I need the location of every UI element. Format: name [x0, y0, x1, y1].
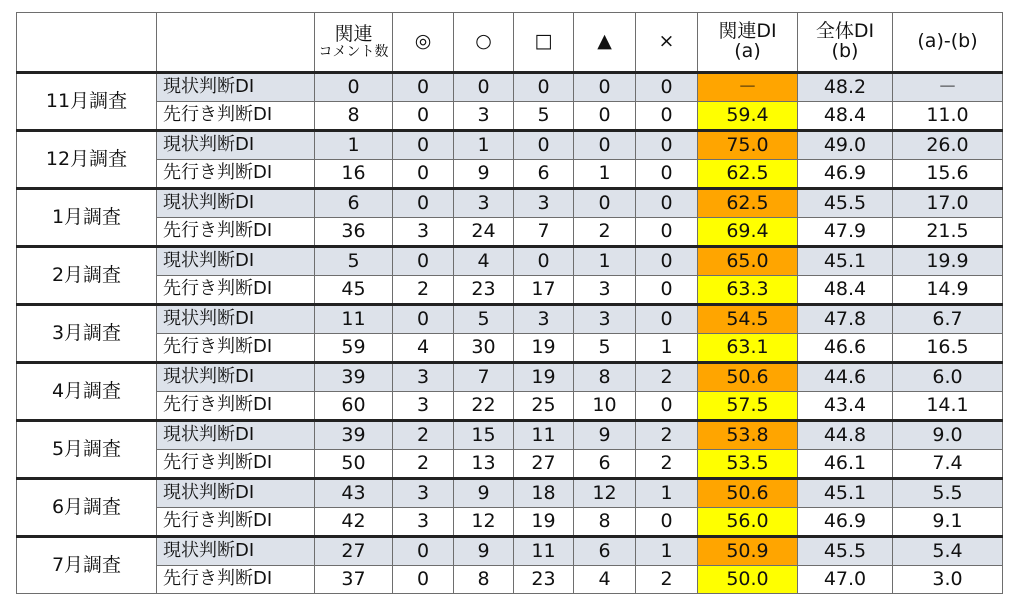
difference-value: 7.4: [893, 450, 1003, 479]
square-count: 19: [514, 363, 574, 392]
triangle-count: 1: [574, 247, 636, 276]
di-type-current: 現状判断DI: [157, 537, 315, 566]
di-type-current: 現状判断DI: [157, 189, 315, 218]
related-di-value: 63.1: [698, 334, 798, 363]
difference-value: 15.6: [893, 160, 1003, 189]
cross-count: 1: [636, 537, 698, 566]
difference-value: －: [893, 73, 1003, 102]
circle-count: 7: [454, 363, 514, 392]
difference-value: 6.7: [893, 305, 1003, 334]
circle-count: 4: [454, 247, 514, 276]
di-type-future: 先行き判断DI: [157, 508, 315, 537]
triangle-count: 0: [574, 102, 636, 131]
di-type-future: 先行き判断DI: [157, 102, 315, 131]
di-type-current: 現状判断DI: [157, 305, 315, 334]
cross-count: 0: [636, 247, 698, 276]
square-count: 11: [514, 421, 574, 450]
di-type-current: 現状判断DI: [157, 421, 315, 450]
cross-count: 0: [636, 508, 698, 537]
square-count: 7: [514, 218, 574, 247]
table-header: [17, 13, 1003, 73]
related-di-value: 50.6: [698, 479, 798, 508]
month-label: 2月調査: [17, 247, 157, 305]
double-circle-count: 2: [393, 421, 454, 450]
circle-count: 30: [454, 334, 514, 363]
table-row-current: [17, 537, 1003, 566]
cross-count: 0: [636, 102, 698, 131]
circle-count: 5: [454, 305, 514, 334]
related-di-value: 62.5: [698, 160, 798, 189]
difference-value: 3.0: [893, 566, 1003, 594]
table-row-current: [17, 73, 1003, 102]
comment-count: 27: [315, 537, 393, 566]
square-count: 23: [514, 566, 574, 594]
header-row: [17, 13, 1003, 73]
square-count: 27: [514, 450, 574, 479]
square-count: 11: [514, 537, 574, 566]
di-type-current: 現状判断DI: [157, 247, 315, 276]
related-di-value: 56.0: [698, 508, 798, 537]
header-related-di-line1: 関連DI: [718, 20, 777, 43]
di-type-future: 先行き判断DI: [157, 392, 315, 421]
month-label: 12月調査: [17, 131, 157, 189]
comment-count: 39: [315, 421, 393, 450]
header-comments-line2: コメント数: [318, 43, 389, 60]
double-circle-count: 0: [393, 73, 454, 102]
comment-count: 50: [315, 450, 393, 479]
table-row-future: [17, 218, 1003, 247]
header-overall-di-line2: (b): [831, 40, 859, 62]
double-circle-count: 3: [393, 508, 454, 537]
header-related-di: [698, 13, 798, 73]
header-blank-type: [157, 13, 315, 73]
header-overall-di-line1: 全体DI: [815, 20, 875, 43]
table-row-current: [17, 421, 1003, 450]
related-di-value: 50.9: [698, 537, 798, 566]
circle-count: 24: [454, 218, 514, 247]
di-type-current: 現状判断DI: [157, 131, 315, 160]
related-di-value: 57.5: [698, 392, 798, 421]
triangle-count: 6: [574, 450, 636, 479]
comment-count: 8: [315, 102, 393, 131]
cross-count: 1: [636, 479, 698, 508]
month-label: 7月調査: [17, 537, 157, 594]
table-row-current: [17, 305, 1003, 334]
square-count: 5: [514, 102, 574, 131]
triangle-count: 3: [574, 305, 636, 334]
difference-value: 5.5: [893, 479, 1003, 508]
cross-count: 0: [636, 392, 698, 421]
overall-di-value: 45.5: [798, 189, 893, 218]
double-circle-count: 0: [393, 566, 454, 594]
square-count: 19: [514, 334, 574, 363]
difference-value: 14.1: [893, 392, 1003, 421]
header-double-circle: ◎: [393, 13, 454, 73]
di-type-future: 先行き判断DI: [157, 334, 315, 363]
double-circle-count: 2: [393, 450, 454, 479]
double-circle-count: 3: [393, 479, 454, 508]
difference-value: 19.9: [893, 247, 1003, 276]
difference-value: 16.5: [893, 334, 1003, 363]
related-di-value: 54.5: [698, 305, 798, 334]
triangle-count: 4: [574, 566, 636, 594]
triangle-count: 5: [574, 334, 636, 363]
cross-count: 2: [636, 566, 698, 594]
double-circle-count: 2: [393, 276, 454, 305]
square-count: 0: [514, 247, 574, 276]
month-label: 4月調査: [17, 363, 157, 421]
double-circle-count: 0: [393, 102, 454, 131]
square-count: 0: [514, 131, 574, 160]
square-count: 0: [514, 73, 574, 102]
triangle-count: 0: [574, 131, 636, 160]
di-type-future: 先行き判断DI: [157, 566, 315, 594]
circle-count: 9: [454, 537, 514, 566]
comment-count: 60: [315, 392, 393, 421]
table-body: [17, 73, 1003, 594]
double-circle-count: 0: [393, 537, 454, 566]
overall-di-value: 45.1: [798, 247, 893, 276]
di-type-future: 先行き判断DI: [157, 450, 315, 479]
table-row-future: [17, 508, 1003, 537]
table-row-future: [17, 392, 1003, 421]
table-row-current: [17, 247, 1003, 276]
header-triangle: ▲: [574, 13, 636, 73]
difference-value: 26.0: [893, 131, 1003, 160]
overall-di-value: 47.0: [798, 566, 893, 594]
table-row-future: [17, 276, 1003, 305]
comment-count: 37: [315, 566, 393, 594]
table-row-future: [17, 450, 1003, 479]
triangle-count: 9: [574, 421, 636, 450]
difference-value: 9.1: [893, 508, 1003, 537]
comment-count: 11: [315, 305, 393, 334]
month-label: 11月調査: [17, 73, 157, 131]
comment-count: 39: [315, 363, 393, 392]
double-circle-count: 0: [393, 131, 454, 160]
overall-di-value: 45.5: [798, 537, 893, 566]
triangle-count: 12: [574, 479, 636, 508]
header-circle: ○: [454, 13, 514, 73]
month-label: 5月調査: [17, 421, 157, 479]
cross-count: 0: [636, 160, 698, 189]
di-type-current: 現状判断DI: [157, 479, 315, 508]
related-di-value: 75.0: [698, 131, 798, 160]
related-di-value: 63.3: [698, 276, 798, 305]
di-type-future: 先行き判断DI: [157, 218, 315, 247]
cross-count: 0: [636, 276, 698, 305]
square-count: 17: [514, 276, 574, 305]
table-row-future: [17, 160, 1003, 189]
triangle-count: 3: [574, 276, 636, 305]
circle-count: 15: [454, 421, 514, 450]
difference-value: 17.0: [893, 189, 1003, 218]
overall-di-value: 44.6: [798, 363, 893, 392]
circle-count: 12: [454, 508, 514, 537]
square-count: 25: [514, 392, 574, 421]
triangle-count: 10: [574, 392, 636, 421]
month-label: 3月調査: [17, 305, 157, 363]
circle-count: 23: [454, 276, 514, 305]
difference-value: 14.9: [893, 276, 1003, 305]
header-blank-month: [17, 13, 157, 73]
related-di-value: 62.5: [698, 189, 798, 218]
double-circle-count: 0: [393, 305, 454, 334]
circle-count: 3: [454, 189, 514, 218]
overall-di-value: 46.6: [798, 334, 893, 363]
double-circle-count: 0: [393, 160, 454, 189]
square-count: 3: [514, 189, 574, 218]
difference-value: 9.0: [893, 421, 1003, 450]
triangle-count: 1: [574, 160, 636, 189]
cross-count: 2: [636, 450, 698, 479]
overall-di-value: 44.8: [798, 421, 893, 450]
square-count: 3: [514, 305, 574, 334]
month-label: 6月調査: [17, 479, 157, 537]
comment-count: 5: [315, 247, 393, 276]
difference-value: 5.4: [893, 537, 1003, 566]
double-circle-count: 4: [393, 334, 454, 363]
double-circle-count: 0: [393, 247, 454, 276]
di-type-current: 現状判断DI: [157, 73, 315, 102]
di-table: [16, 12, 1003, 594]
header-comments-line1: 関連: [334, 22, 373, 45]
related-di-value: －: [698, 73, 798, 102]
circle-count: 3: [454, 102, 514, 131]
cross-count: 0: [636, 305, 698, 334]
circle-count: 0: [454, 73, 514, 102]
difference-value: 21.5: [893, 218, 1003, 247]
comment-count: 36: [315, 218, 393, 247]
header-square: □: [514, 13, 574, 73]
table-row-current: [17, 189, 1003, 218]
header-related-di-line2: (a): [734, 40, 761, 62]
comment-count: 42: [315, 508, 393, 537]
comment-count: 59: [315, 334, 393, 363]
overall-di-value: 48.2: [798, 73, 893, 102]
overall-di-value: 45.1: [798, 479, 893, 508]
comment-count: 6: [315, 189, 393, 218]
di-type-current: 現状判断DI: [157, 363, 315, 392]
cross-count: 2: [636, 363, 698, 392]
di-type-future: 先行き判断DI: [157, 160, 315, 189]
overall-di-value: 46.9: [798, 508, 893, 537]
related-di-value: 59.4: [698, 102, 798, 131]
triangle-count: 2: [574, 218, 636, 247]
circle-count: 9: [454, 160, 514, 189]
circle-count: 22: [454, 392, 514, 421]
table-row-current: [17, 131, 1003, 160]
cross-count: 0: [636, 218, 698, 247]
header-comments: [315, 13, 393, 73]
cross-count: 2: [636, 421, 698, 450]
overall-di-value: 48.4: [798, 102, 893, 131]
overall-di-value: 46.9: [798, 160, 893, 189]
circle-count: 9: [454, 479, 514, 508]
comment-count: 16: [315, 160, 393, 189]
double-circle-count: 3: [393, 392, 454, 421]
double-circle-count: 0: [393, 189, 454, 218]
difference-value: 11.0: [893, 102, 1003, 131]
table-row-current: [17, 479, 1003, 508]
header-difference: (a)-(b): [893, 13, 1003, 73]
cross-count: 0: [636, 73, 698, 102]
cross-count: 0: [636, 189, 698, 218]
circle-count: 8: [454, 566, 514, 594]
comment-count: 45: [315, 276, 393, 305]
table-row-future: [17, 102, 1003, 131]
related-di-value: 65.0: [698, 247, 798, 276]
overall-di-value: 46.1: [798, 450, 893, 479]
triangle-count: 8: [574, 508, 636, 537]
overall-di-value: 47.8: [798, 305, 893, 334]
related-di-value: 50.6: [698, 363, 798, 392]
table-row-current: [17, 363, 1003, 392]
comment-count: 1: [315, 131, 393, 160]
table-container: [16, 12, 1003, 594]
triangle-count: 0: [574, 73, 636, 102]
related-di-value: 53.8: [698, 421, 798, 450]
circle-count: 1: [454, 131, 514, 160]
month-label: 1月調査: [17, 189, 157, 247]
triangle-count: 0: [574, 189, 636, 218]
overall-di-value: 43.4: [798, 392, 893, 421]
triangle-count: 6: [574, 537, 636, 566]
header-cross: ×: [636, 13, 698, 73]
related-di-value: 50.0: [698, 566, 798, 594]
table-row-future: [17, 334, 1003, 363]
cross-count: 0: [636, 131, 698, 160]
overall-di-value: 48.4: [798, 276, 893, 305]
circle-count: 13: [454, 450, 514, 479]
comment-count: 0: [315, 73, 393, 102]
comment-count: 43: [315, 479, 393, 508]
di-type-future: 先行き判断DI: [157, 276, 315, 305]
square-count: 6: [514, 160, 574, 189]
related-di-value: 69.4: [698, 218, 798, 247]
cross-count: 1: [636, 334, 698, 363]
overall-di-value: 47.9: [798, 218, 893, 247]
difference-value: 6.0: [893, 363, 1003, 392]
square-count: 19: [514, 508, 574, 537]
triangle-count: 8: [574, 363, 636, 392]
related-di-value: 53.5: [698, 450, 798, 479]
double-circle-count: 3: [393, 218, 454, 247]
overall-di-value: 49.0: [798, 131, 893, 160]
double-circle-count: 3: [393, 363, 454, 392]
square-count: 18: [514, 479, 574, 508]
header-overall-di: [798, 13, 893, 73]
table-row-future: [17, 566, 1003, 594]
